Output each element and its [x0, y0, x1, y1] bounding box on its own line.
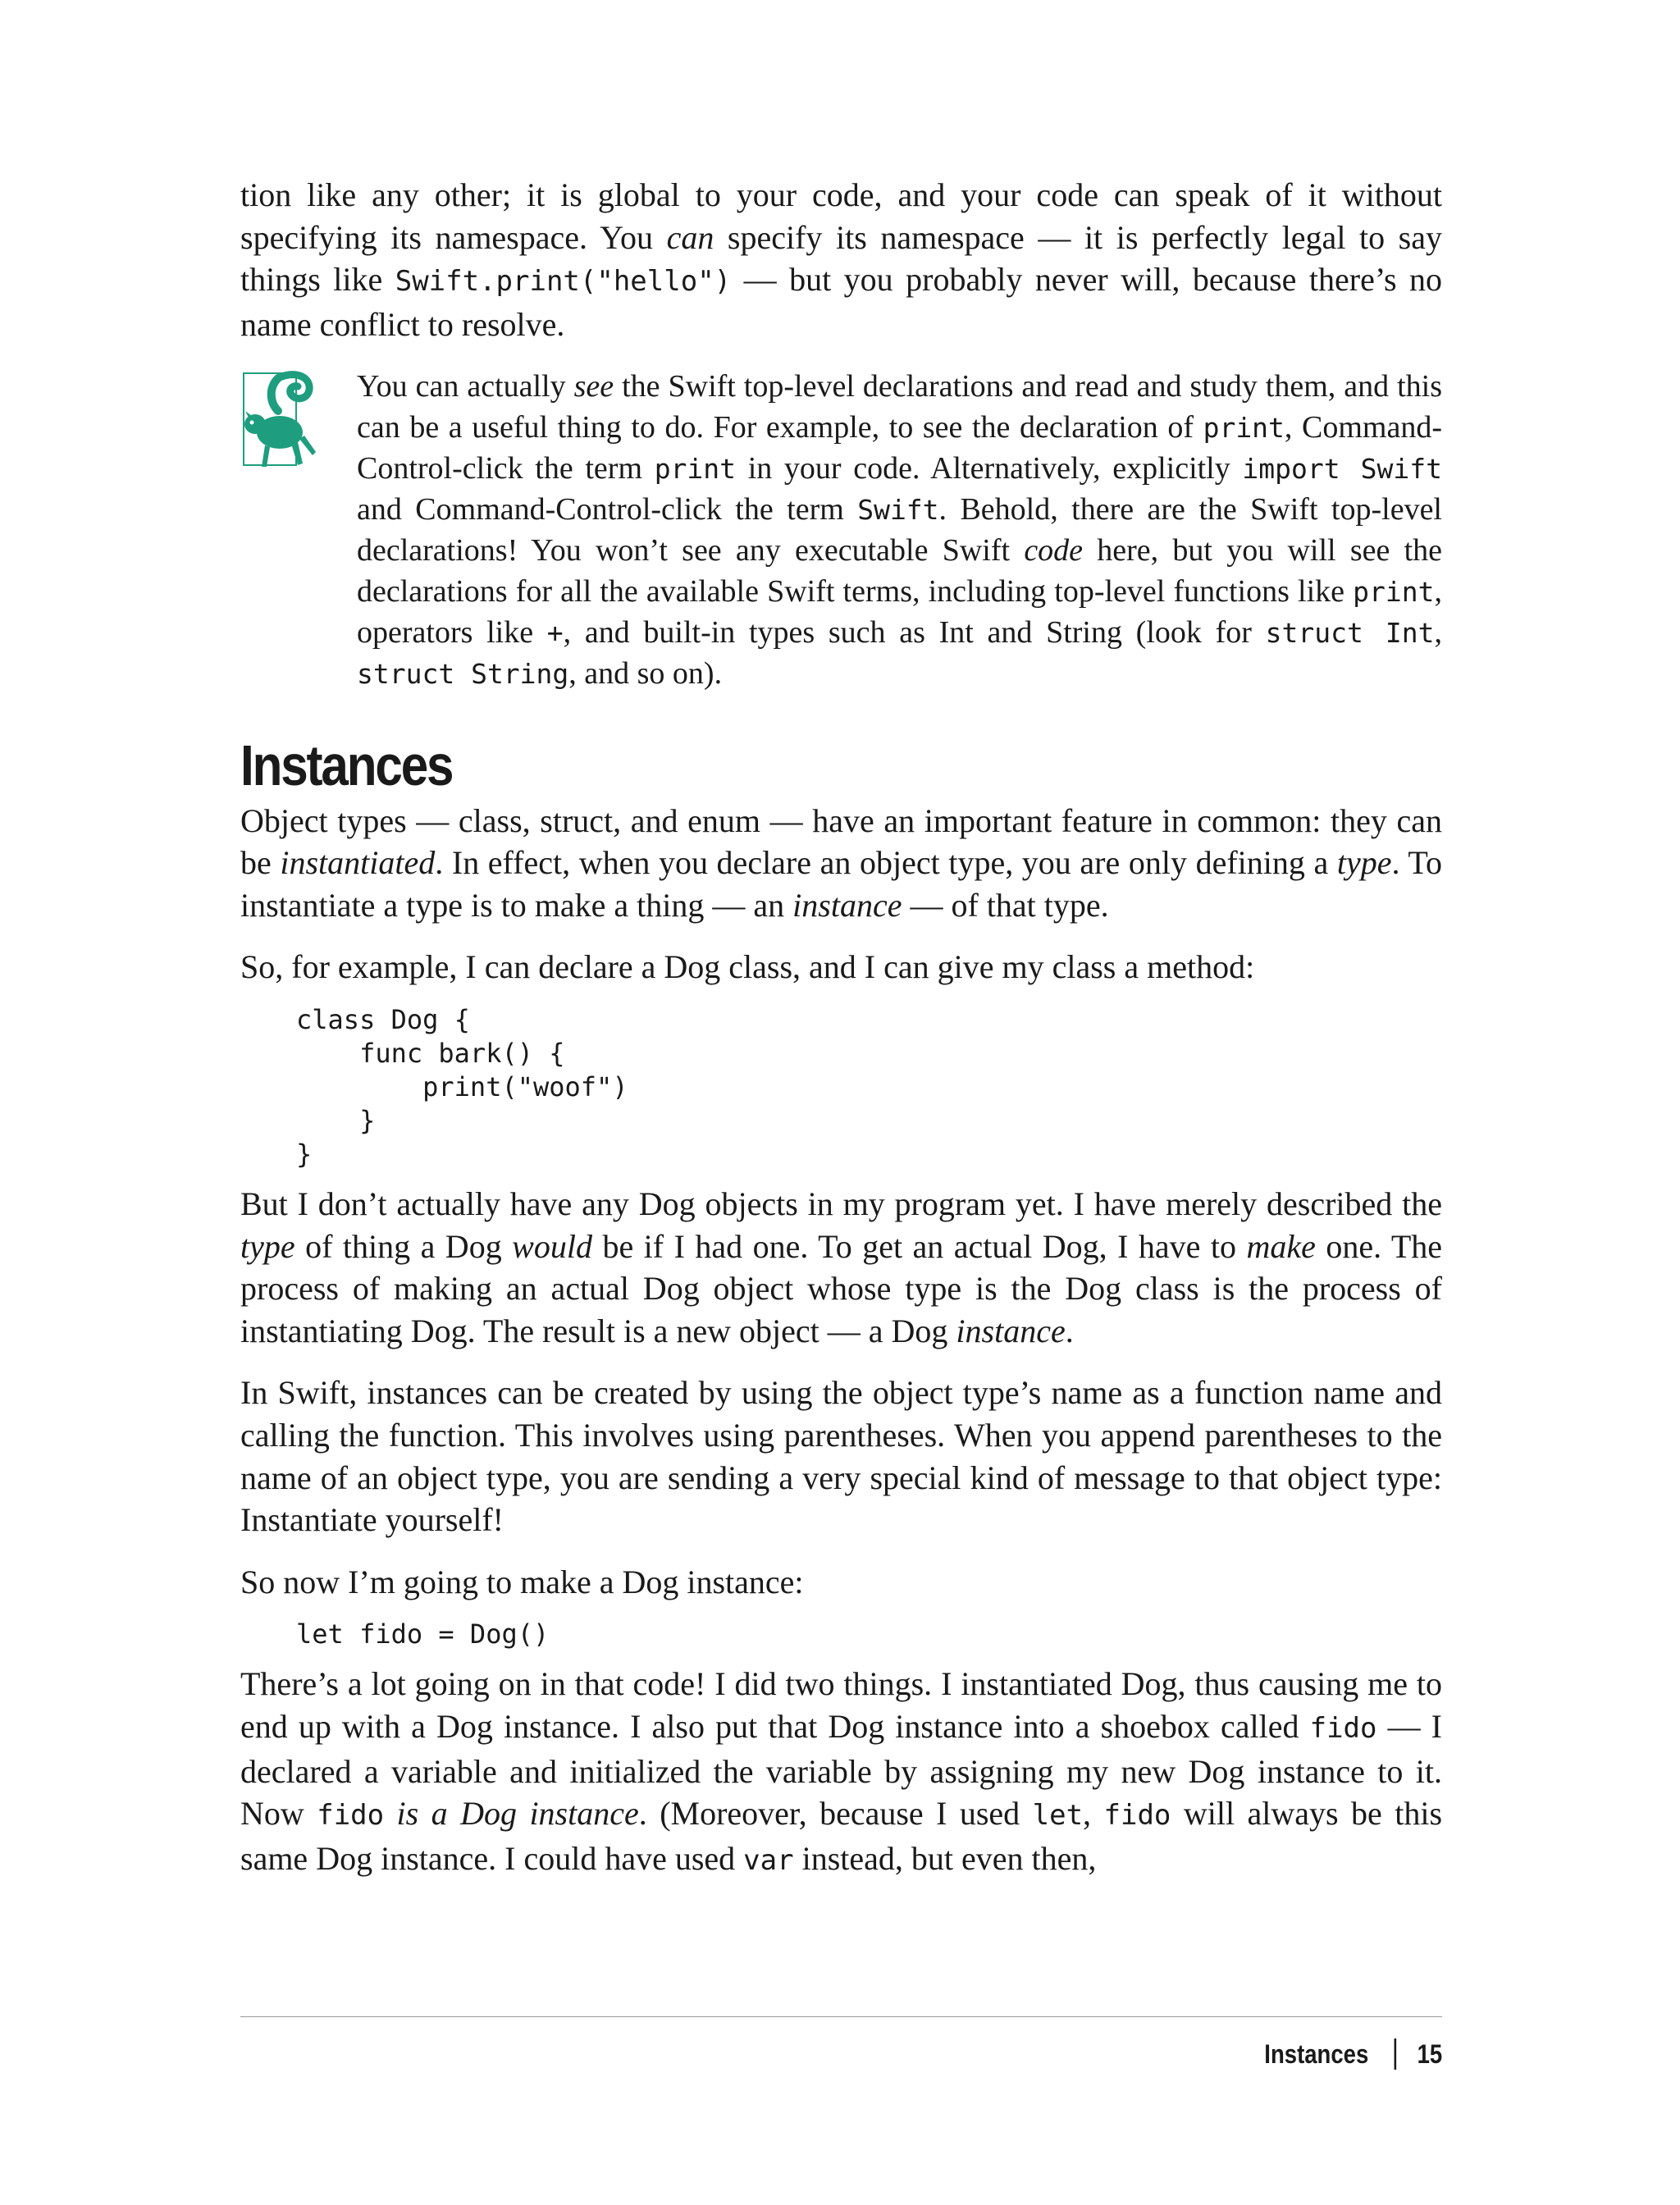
footer-separator [1394, 2038, 1396, 2070]
inline-code: Swift.print("hello") [395, 265, 732, 299]
paragraph-object-types: Object types — class, struct, and enum — have an important feature in common: they can be instantiated. In effect, when you declare an object type, you are only defining a type. To instantiate a type is to make a thing — an instance — of that type. [240, 801, 1442, 924]
code-block-let-fido: let fido = Dog() [296, 1618, 550, 1650]
paragraph-dog-class-intro: So, for example, I can declare a Dog class, and I can give my class a method: [240, 948, 1255, 986]
code-block-dog-class: class Dog { func bark() { print("woof") } } [296, 1004, 628, 1170]
squirrel-tip-icon [240, 370, 326, 475]
paragraph-instantiation: In Swift, instances can be created by using the object type’s name as a function name and calling the function. This involves using parentheses. When you append parentheses to the name of an object type, you are sending a very special kind of message to that object type: Instantiate yourself! [240, 1374, 1442, 1539]
paragraph-dog-objects: But I don’t actually have any Dog objects in my program yet. I have merely described the type of thing a Dog would be if I had one. To get an actual Dog, I have to make one. The process of making an actual Dog object whose type is the Dog class is the process of instantiating Dog. The result is a new object — a Dog instance. [240, 1185, 1443, 1349]
footer-section-title: Instances [1264, 2039, 1369, 2069]
paragraph-namespace: tion like any other; it is global to your code, and your code can speak of it without specifying its namespace. You can specify its namespace — it is perfectly legal to say things like Swift.print("hello") — but you probably never will, because there’s no name conflict to resolve. [240, 176, 1443, 343]
paragraph-fido: There’s a lot going on in that code! I did two things. I instantiated Dog, thus causing me to end up with a Dog instance. I also put that Dog instance into a shoebox called fido — I declared a variable and initialized the variable by assigning my new Dog instance to it. Now fido is a Dog instance. (Moreover, because I used let, fido will always be this same Dog instance. I could have used var instead, but even then, [240, 1665, 1443, 1877]
page-content [240, 174, 1442, 1882]
footer-rule [240, 2016, 1442, 2017]
tip-text: You can actually see the Swift top-level declarations and read and study them, and this can be a useful thing to do. For example, to see the declaration of print, Command-Control-click the term print in your code. Alternatively, explicitly import Swift and Command-Control-click the term Swift. Behold, there are the Swift top-level declarations! You won’t see any executable Swift code here, but you will see the declarations for all the available Swift terms, including top-level functions like print, operators like +, and built-in types such as Int and String (look for struct Int, struct String, and so on). [357, 369, 1443, 691]
paragraph-make-instance: So now I’m going to make a Dog instance: [240, 1563, 804, 1600]
tip-note [240, 367, 1442, 694]
page-footer [1264, 2033, 1442, 2075]
section-heading: Instances [240, 733, 453, 797]
page-number: 15 [1417, 2039, 1442, 2069]
